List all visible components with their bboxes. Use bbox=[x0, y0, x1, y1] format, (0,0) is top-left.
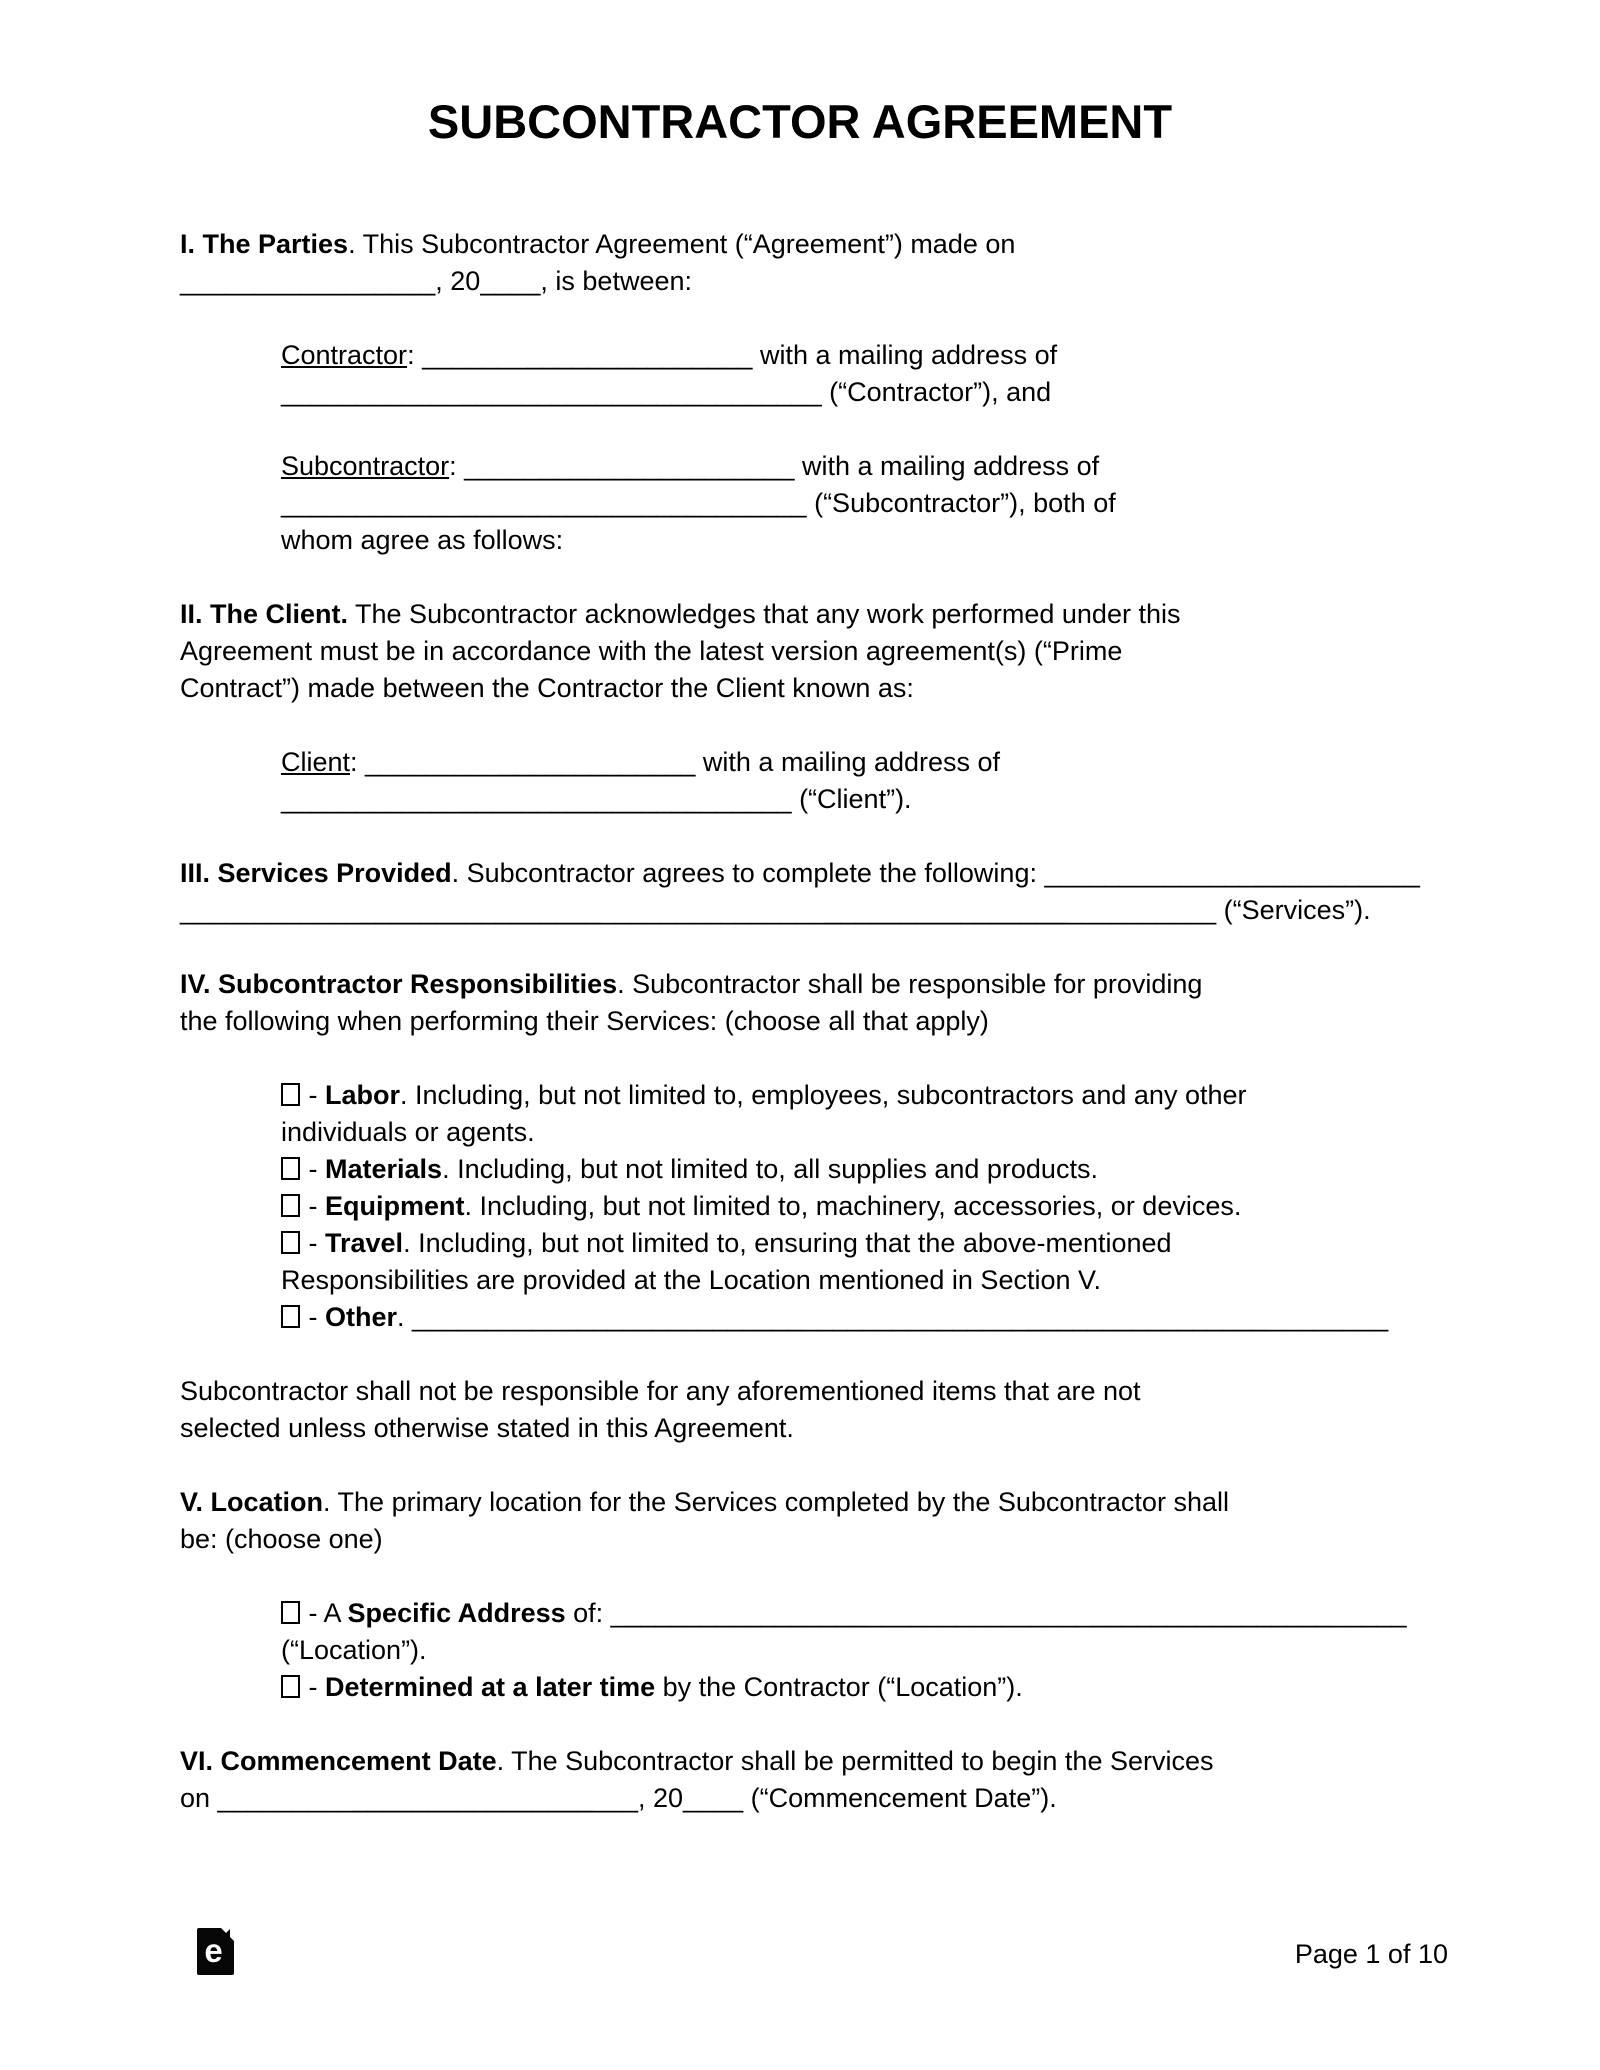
section-iv-text: . Subcontractor shall be responsible for providing bbox=[617, 969, 1203, 999]
text-line bbox=[281, 744, 1430, 781]
client-label: Client bbox=[281, 747, 351, 777]
client-name-blank[interactable]: ______________________ bbox=[365, 747, 696, 777]
static-text: on bbox=[180, 1783, 218, 1813]
text-line bbox=[180, 892, 1430, 929]
document-title: SUBCONTRACTOR AGREEMENT bbox=[427, 95, 1173, 148]
text-line bbox=[180, 1743, 1430, 1780]
section-i-text: . This Subcontractor Agreement (“Agreement”) made on bbox=[348, 229, 1016, 259]
section-ii-heading: II. The Client. bbox=[180, 599, 349, 629]
labor-checkbox[interactable] bbox=[281, 1083, 300, 1106]
static-text: . bbox=[397, 1302, 413, 1332]
section-vi-text: . The Subcontractor shall be permitted to begin the Services bbox=[496, 1746, 1214, 1776]
commencement-year-blank[interactable]: ____ bbox=[683, 1783, 744, 1813]
static-text: with a mailing address of bbox=[695, 747, 1001, 777]
static-text: by the Contractor (“Location”). bbox=[655, 1672, 1023, 1702]
equipment-checkbox[interactable] bbox=[281, 1194, 300, 1217]
labor-label: Labor bbox=[325, 1080, 401, 1110]
contractor-label: Contractor bbox=[281, 340, 408, 370]
eforms-logo bbox=[197, 1928, 234, 1975]
static-text: Contract”) made between the Contractor the Client known as: bbox=[180, 673, 914, 703]
location-checklist bbox=[281, 1595, 1430, 1706]
section-iii-text: . Subcontractor agrees to complete the following: bbox=[451, 858, 1045, 888]
static-text: of: bbox=[565, 1598, 611, 1628]
contractor-name-blank[interactable]: ______________________ bbox=[422, 340, 753, 370]
subcontractor-address-blank[interactable]: ___________________________________ bbox=[281, 488, 807, 518]
contractor-block bbox=[281, 337, 1430, 411]
static-text: Agreement must be in accordance with the latest version agreement(s) (“Prime bbox=[180, 636, 1123, 666]
static-text: : bbox=[449, 451, 465, 481]
services-blank-1[interactable]: _________________________ bbox=[1044, 858, 1420, 888]
travel-label: Travel bbox=[325, 1228, 404, 1258]
static-text: . Including, but not limited to, ensuring that the above-mentioned bbox=[403, 1228, 1172, 1258]
checkbox-item-specific-address bbox=[281, 1595, 1430, 1632]
materials-checkbox[interactable] bbox=[281, 1157, 300, 1180]
subcontractor-label: Subcontractor bbox=[281, 451, 450, 481]
static-text: Responsibilities are provided at the Location mentioned in Section V. bbox=[281, 1265, 1102, 1295]
section-client bbox=[180, 596, 1430, 707]
checkbox-item-travel bbox=[281, 1225, 1430, 1262]
text-line bbox=[180, 670, 1430, 707]
section-parties bbox=[180, 226, 1430, 300]
document-body bbox=[180, 226, 1430, 1854]
text-line bbox=[180, 855, 1430, 892]
contractor-address-blank[interactable]: ____________________________________ bbox=[281, 377, 822, 407]
subcontractor-block bbox=[281, 448, 1430, 559]
static-text: selected unless otherwise stated in this Agreement. bbox=[180, 1413, 794, 1443]
static-text: Subcontractor shall not be responsible for any aforementioned items that are not bbox=[180, 1376, 1141, 1406]
materials-label: Materials bbox=[325, 1154, 443, 1184]
later-time-label: Determined at a later time bbox=[325, 1672, 656, 1702]
specific-address-blank[interactable]: _____________________________________________________ bbox=[610, 1598, 1407, 1628]
static-text: (“Commencement Date”). bbox=[743, 1783, 1057, 1813]
static-text: : bbox=[407, 340, 423, 370]
static-text: (“Contractor”), and bbox=[821, 377, 1052, 407]
client-block bbox=[281, 744, 1430, 818]
services-blank-2[interactable]: _____________________________________________________________________ bbox=[180, 895, 1217, 925]
text-line bbox=[180, 1410, 1430, 1447]
later-time-checkbox[interactable] bbox=[281, 1675, 300, 1698]
static-text: with a mailing address of bbox=[752, 340, 1058, 370]
section-vi-heading: VI. Commencement Date bbox=[180, 1746, 497, 1776]
section-iii-heading: III. Services Provided bbox=[180, 858, 452, 888]
responsibilities-checklist bbox=[281, 1077, 1430, 1336]
static-text: - bbox=[301, 1191, 325, 1221]
subcontractor-name-blank[interactable]: ______________________ bbox=[464, 451, 795, 481]
static-text: - bbox=[301, 1598, 324, 1628]
text-line bbox=[281, 1114, 1430, 1151]
eforms-logo-letter: e bbox=[204, 1932, 223, 1969]
section-responsibilities bbox=[180, 966, 1430, 1040]
section-i-heading: I. The Parties bbox=[180, 229, 349, 259]
static-text: - bbox=[301, 1154, 325, 1184]
client-address-blank[interactable]: __________________________________ bbox=[281, 784, 792, 814]
text-line bbox=[281, 781, 1430, 818]
text-line bbox=[281, 485, 1430, 522]
static-text: A bbox=[323, 1598, 348, 1628]
checkbox-item-later-time bbox=[281, 1669, 1430, 1706]
text-line bbox=[281, 448, 1430, 485]
static-text: (“Services”). bbox=[1216, 895, 1371, 925]
agreement-date-blank[interactable]: _________________ bbox=[180, 266, 436, 296]
static-text: - bbox=[301, 1228, 325, 1258]
section-iv-heading: IV. Subcontractor Responsibilities bbox=[180, 969, 618, 999]
static-text: be: (choose one) bbox=[180, 1524, 383, 1554]
static-text: with a mailing address of bbox=[794, 451, 1100, 481]
static-text: . Including, but not limited to, employees, subcontractors and any other bbox=[400, 1080, 1247, 1110]
text-line bbox=[180, 263, 1430, 300]
page-number: Page 1 of 10 bbox=[1294, 1939, 1448, 1969]
static-text: (“Location”). bbox=[281, 1635, 427, 1665]
section-v-text: . The primary location for the Services completed by the Subcontractor shall bbox=[323, 1487, 1229, 1517]
other-checkbox[interactable] bbox=[281, 1305, 300, 1328]
text-line bbox=[281, 522, 1430, 559]
text-line bbox=[180, 1373, 1430, 1410]
static-text: - bbox=[301, 1672, 325, 1702]
equipment-label: Equipment bbox=[325, 1191, 465, 1221]
commencement-date-blank[interactable]: ____________________________ bbox=[217, 1783, 638, 1813]
static-text: , is between: bbox=[540, 266, 692, 296]
text-line bbox=[180, 1780, 1430, 1817]
specific-address-checkbox[interactable] bbox=[281, 1601, 300, 1624]
text-line bbox=[180, 596, 1430, 633]
static-text: . Including, but not limited to, all supplies and products. bbox=[442, 1154, 1098, 1184]
static-text: : bbox=[350, 747, 366, 777]
static-text: - bbox=[301, 1302, 325, 1332]
section-location bbox=[180, 1484, 1430, 1558]
static-text: , 20 bbox=[435, 266, 481, 296]
section-v-heading: V. Location bbox=[180, 1487, 324, 1517]
text-line bbox=[180, 966, 1430, 1003]
section-commencement bbox=[180, 1743, 1430, 1817]
section-services bbox=[180, 855, 1430, 929]
static-text: the following when performing their Services: (choose all that apply) bbox=[180, 1006, 989, 1036]
travel-checkbox[interactable] bbox=[281, 1231, 300, 1254]
specific-address-label: Specific Address bbox=[347, 1598, 566, 1628]
static-text: , 20 bbox=[638, 1783, 684, 1813]
text-line bbox=[180, 1003, 1430, 1040]
static-text: (“Subcontractor”), both of bbox=[806, 488, 1116, 518]
agreement-year-blank[interactable]: ____ bbox=[480, 266, 541, 296]
static-text: . Including, but not limited to, machinery, accessories, or devices. bbox=[464, 1191, 1242, 1221]
text-line bbox=[180, 1521, 1430, 1558]
checkbox-item-other bbox=[281, 1299, 1430, 1336]
text-line bbox=[281, 374, 1430, 411]
static-text: (“Client”). bbox=[791, 784, 912, 814]
checkbox-item-materials bbox=[281, 1151, 1430, 1188]
static-text: whom agree as follows: bbox=[281, 525, 564, 555]
not-responsible-paragraph bbox=[180, 1373, 1430, 1447]
text-line bbox=[281, 1262, 1430, 1299]
other-label: Other bbox=[325, 1302, 398, 1332]
checkbox-item-equipment bbox=[281, 1188, 1430, 1225]
text-line bbox=[180, 226, 1430, 263]
other-blank[interactable]: _________________________________________________________________ bbox=[412, 1302, 1389, 1332]
text-line bbox=[281, 337, 1430, 374]
section-ii-text: The Subcontractor acknowledges that any work performed under this bbox=[348, 599, 1181, 629]
static-text: - bbox=[301, 1080, 325, 1110]
text-line bbox=[180, 1484, 1430, 1521]
text-line bbox=[180, 633, 1430, 670]
checkbox-item-labor bbox=[281, 1077, 1430, 1114]
static-text: individuals or agents. bbox=[281, 1117, 535, 1147]
text-line bbox=[281, 1632, 1430, 1669]
